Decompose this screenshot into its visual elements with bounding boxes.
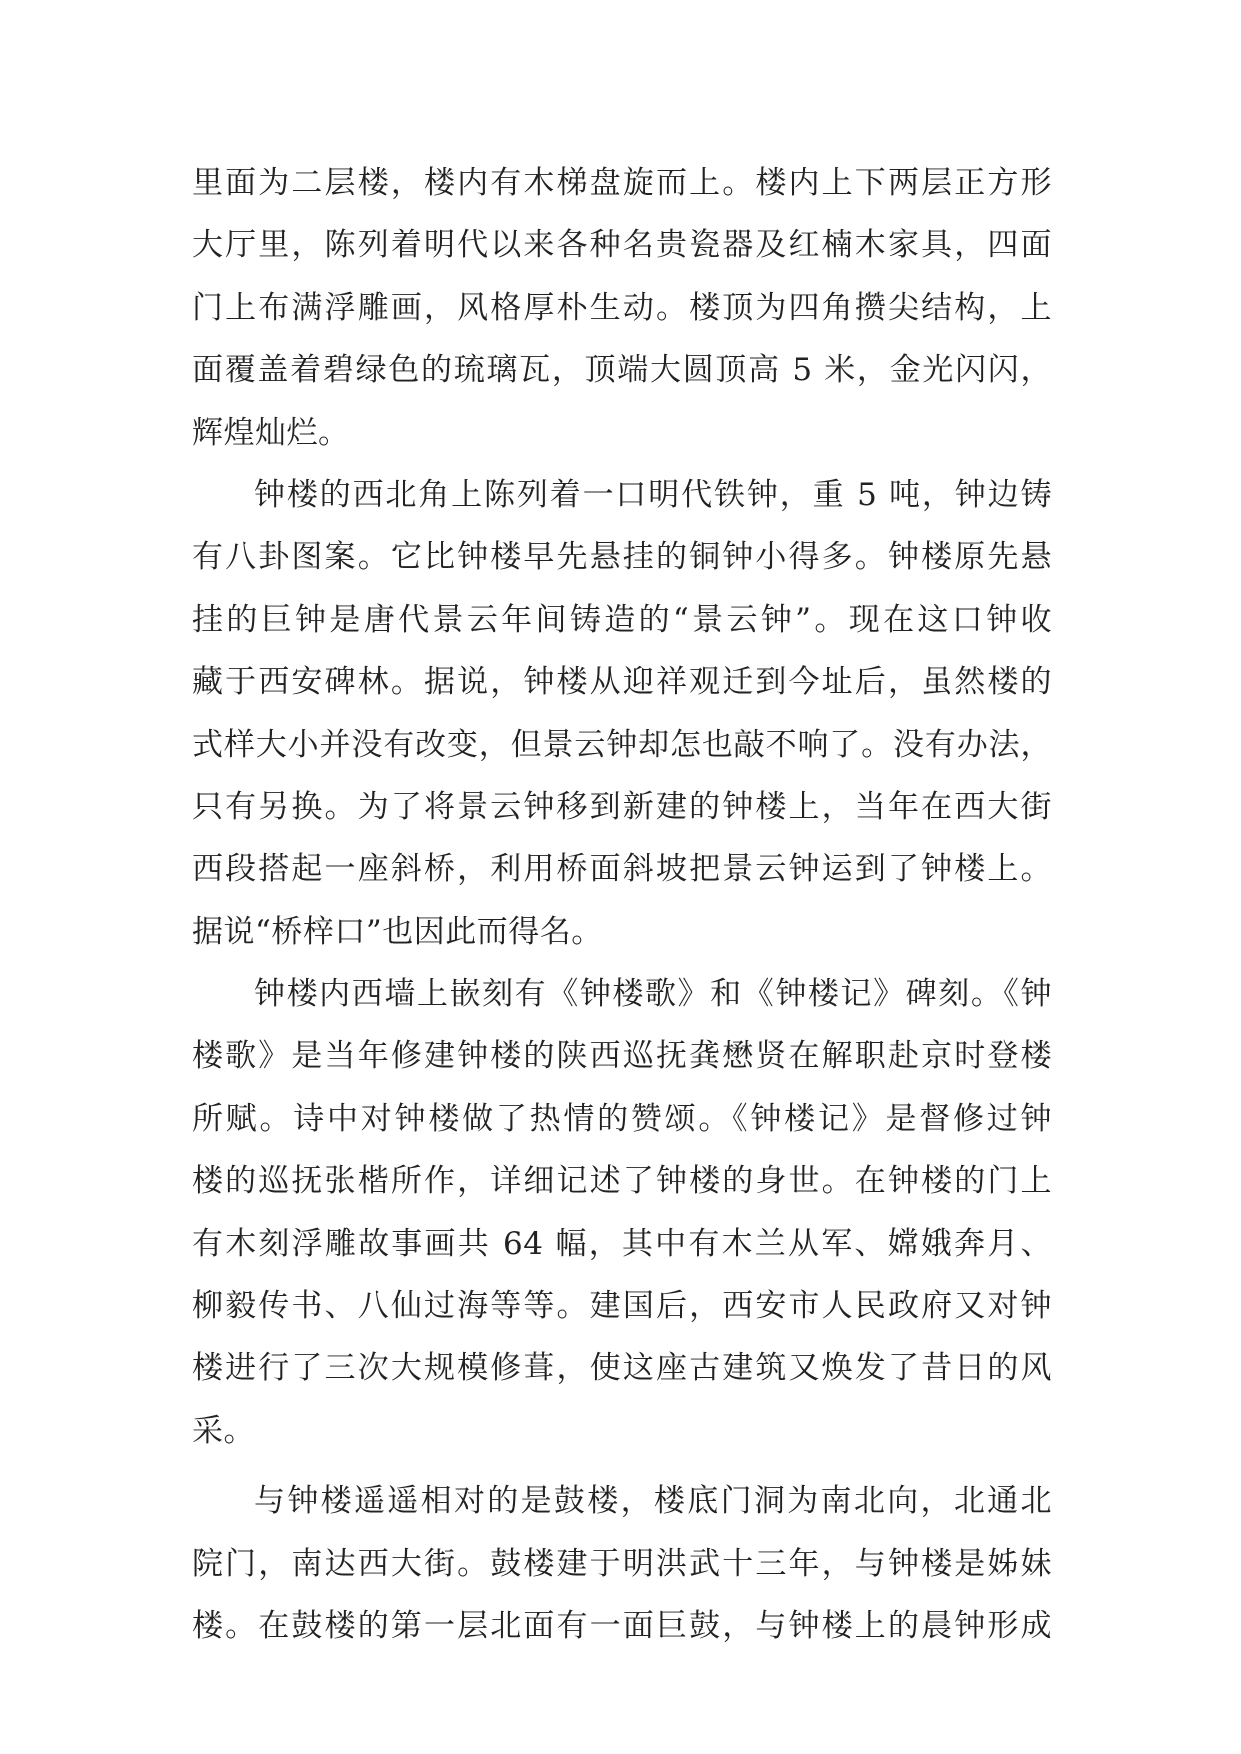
text-line: 楼的巡抚张楷所作，详细记述了钟楼的身世。在钟楼的门上: [192, 1163, 1052, 1200]
text-line: 只有另换。为了将景云钟移到新建的钟楼上，当年在西大街: [192, 788, 1052, 825]
text-line: 门上布满浮雕画，风格厚朴生动。楼顶为四角攒尖结构，上: [192, 289, 1052, 326]
text-line: 采。: [192, 1412, 255, 1449]
text-line: 柳毅传书、八仙过海等等。建国后，西安市人民政府又对钟: [192, 1288, 1052, 1325]
paragraph-3: [192, 963, 1052, 1462]
text-line: 大厅里，陈列着明代以来各种名贵瓷器及红楠木家具，四面: [192, 227, 1052, 264]
text-line: 挂的巨钟是唐代景云年间铸造的“景云钟”。现在这口钟收: [192, 601, 1052, 638]
text-line: 藏于西安碑林。据说，钟楼从迎祥观迁到今址后，虽然楼的: [192, 664, 1052, 701]
text-line: 钟楼的西北角上陈列着一口明代铁钟，重 5 吨，钟边铸: [254, 476, 1052, 513]
text-line: 钟楼内西墙上嵌刻有《钟楼歌》和《钟楼记》碑刻。《钟: [254, 976, 1052, 1013]
text-line: 与钟楼遥遥相对的是鼓楼，楼底门洞为南北向，北通北: [254, 1483, 1052, 1520]
text-line: 式样大小并没有改变，但景云钟却怎也敲不响了。没有办法，: [192, 726, 1052, 763]
text-line: 所赋。诗中对钟楼做了热情的赞颂。《钟楼记》是督修过钟: [192, 1100, 1052, 1137]
paragraph-gap: [192, 1462, 1052, 1470]
text-line: 据说“桥梓口”也因此而得名。: [192, 913, 603, 950]
text-line: 里面为二层楼，楼内有木梯盘旋而上。楼内上下两层正方形: [192, 165, 1052, 201]
text-line: 有木刻浮雕故事画共 64 幅，其中有木兰从军、嫦娥奔月、: [192, 1225, 1052, 1262]
text-line: 楼。在鼓楼的第一层北面有一面巨鼓，与钟楼上的晨钟形成: [192, 1607, 1052, 1644]
text-line: 面覆盖着碧绿色的琉璃瓦，顶端大圆顶高 5 米，金光闪闪，: [192, 352, 1052, 389]
text-line: 有八卦图案。它比钟楼早先悬挂的铜钟小得多。钟楼原先悬: [192, 539, 1052, 576]
text-line: 楼歌》是当年修建钟楼的陕西巡抚龚懋贤在解职赴京时登楼: [192, 1038, 1052, 1075]
text-line: 院门，南达西大街。鼓楼建于明洪武十三年，与钟楼是姊妹: [192, 1545, 1052, 1582]
text-line: 西段搭起一座斜桥，利用桥面斜坡把景云钟运到了钟楼上。: [192, 851, 1052, 888]
paragraph-1: [192, 152, 1052, 464]
paragraph-2: [192, 464, 1052, 963]
text-line: 楼进行了三次大规模修葺，使这座古建筑又焕发了昔日的风: [192, 1350, 1052, 1387]
paragraph-4: [192, 1470, 1052, 1657]
text-line: 辉煌灿烂。: [192, 414, 350, 451]
body-text: [192, 152, 1052, 1657]
